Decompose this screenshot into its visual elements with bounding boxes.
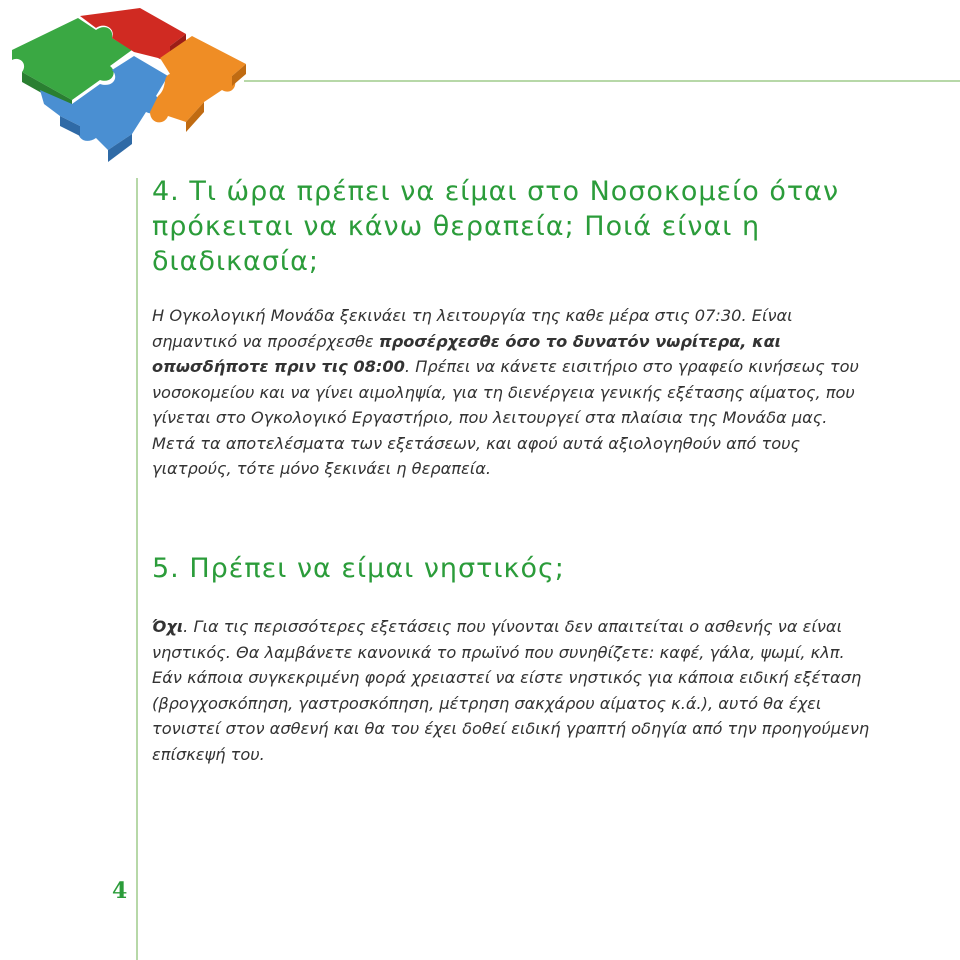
section-5-text: . Για τις περισσότερες εξετάσεις που γίνονται δεν απαιτείται ο ασθενής να είναι νηστικός. Θα λαμβάνετε κανονικά το πρωϊνό που συνηθίζετε: καφέ, γάλα, ψωμί, κλπ. Εάν κάποια συγκεκριμένη φορά χρειαστεί να είστε νηστικός για κάποια ειδική εξέταση (βρογχοσκόπηση, γαστροσκόπηση, μέτρηση σακχάρου αίματος κ.ά.), αυτό θα έχει τονιστεί στον ασθενή και θα του έχει δοθεί ειδική γραπτή οδηγία από την προηγούμενη επίσκεψή του. [152, 617, 870, 764]
left-divider-line [136, 178, 138, 960]
section-5-bold-text: Όχι [152, 617, 184, 636]
top-divider-line [244, 80, 960, 82]
page-number: 4 [112, 878, 128, 904]
section-4-heading: 4. Τι ώρα πρέπει να είμαι στο Νοσοκομείο όταν πρόκειται να κάνω θεραπεία; Ποιά είναι η διαδικασία; [152, 176, 840, 277]
section-5-heading: 5. Πρέπει να είμαι νηστικός; [152, 553, 565, 584]
puzzle-pieces-illustration [0, 0, 270, 175]
section-4-text-end: . Πρέπει να κάνετε εισιτήριο στο γραφείο κινήσεως του νοσοκομείου και να γίνει αιμοληψία, για τη διενέργεια γενικής εξέτασης αίματος, που γίνεται στο Ογκολογικό Εργαστήριο, που λειτουργεί στα πλαίσια της Μονάδα μας. Μετά τα αποτελέσματα των εξετάσεων, και αφού αυτά αξιολογηθούν από τους γιατρούς, τότε μόνο ξεκινάει η θεραπεία. [152, 357, 859, 478]
section-4-bold-text: προσέρχεσθε όσο το δυνατόν νωρίτερα, και οπωσδήποτε πριν τις 08:00 [152, 331, 781, 376]
section-4-paragraph [152, 303, 874, 482]
section-5-paragraph [152, 614, 874, 767]
section-4-text-start: Η Ογκολογική Μονάδα ξεκινάει τη λειτουργία της καθε μέρα στις 07:30. Είναι σημαντικό να προσέρχεσθε [152, 306, 793, 351]
